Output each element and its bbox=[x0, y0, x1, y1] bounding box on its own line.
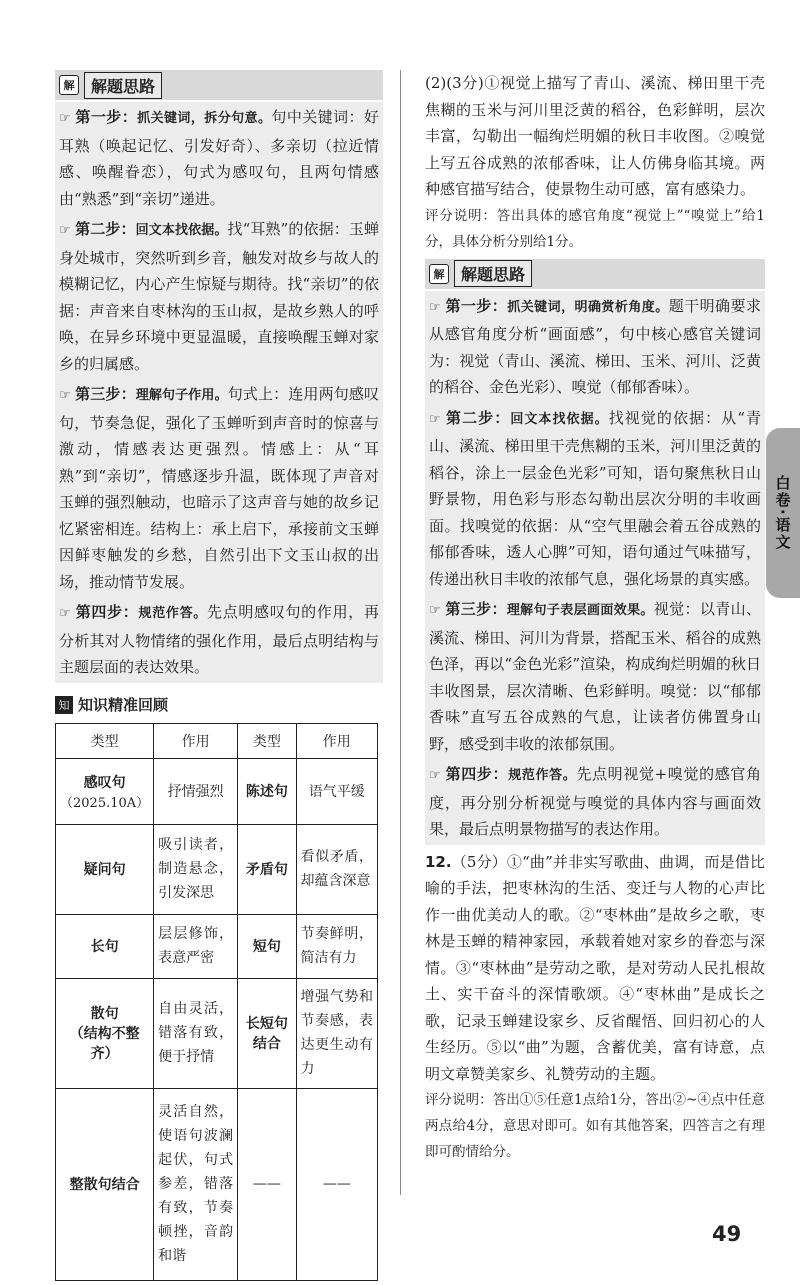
empty-cell: —— bbox=[296, 1088, 377, 1280]
step-label: 第二步： bbox=[445, 408, 511, 427]
hand-pointer-icon: ☞ bbox=[59, 606, 71, 621]
answer-q11-2: (2)(3分)①视觉上描写了青山、溪流、梯田里干壳焦糊的玉米与河川里泛黄的稻谷，色彩鲜明，层次丰富，勾勒出一幅绚烂明媚的秋日丰收图。②嗅觉上写五谷成熟的浓郁香味，让人仿佛身临其境。两种感官描写结合，使景物生动可感，富有感染力。 bbox=[425, 74, 765, 198]
step-1 bbox=[425, 291, 765, 403]
hand-pointer-icon: ☞ bbox=[429, 768, 441, 783]
sentence-type-table bbox=[55, 723, 378, 1281]
hand-pointer-icon: ☞ bbox=[429, 411, 441, 427]
effect-cell: 灵活自然，使语句波澜起伏，句式参差，错落有致，节奏顿挫，音韵和谐 bbox=[154, 1088, 238, 1280]
hand-pointer-icon: ☞ bbox=[59, 223, 71, 238]
step-2 bbox=[425, 403, 765, 595]
effect-cell: 增强气势和节奏感，表达更生动有力 bbox=[296, 978, 377, 1088]
effect-cell: 语气平缓 bbox=[296, 758, 377, 824]
type-cell: 整散句结合 bbox=[56, 1088, 154, 1280]
type-cell: 长短句结合 bbox=[238, 978, 296, 1088]
step-2 bbox=[55, 214, 383, 379]
table-row bbox=[56, 978, 378, 1088]
column-header: 类型 bbox=[238, 723, 296, 758]
step-3 bbox=[425, 594, 765, 759]
step-hint: 理解句子作用。 bbox=[135, 388, 228, 403]
column-header: 类型 bbox=[56, 723, 154, 758]
type-cell: 感叹句 （2025.10A） bbox=[56, 758, 154, 824]
step-label: 第一步： bbox=[75, 108, 138, 126]
step-hint: 回文本找依据。 bbox=[135, 223, 228, 238]
column-divider bbox=[400, 70, 401, 1195]
scoring-note: 评分说明：答出具体的感官角度“视觉上”“嗅觉上”给1分，具体分析分别给1分。 bbox=[425, 207, 765, 250]
step-hint: 抓关键词，拆分句意。 bbox=[137, 111, 272, 126]
type-cell: 短句 bbox=[238, 914, 296, 978]
table-row bbox=[56, 824, 378, 914]
type-cell: 长句 bbox=[56, 914, 154, 978]
knowledge-review-header bbox=[55, 693, 383, 717]
hand-pointer-icon: ☞ bbox=[429, 603, 441, 618]
table-row bbox=[56, 1088, 378, 1280]
step-4 bbox=[425, 759, 765, 845]
type-cell: 矛盾句 bbox=[238, 824, 296, 914]
step-hint: 规范作答。 bbox=[138, 606, 207, 621]
table-row bbox=[56, 758, 378, 824]
page-number: 49 bbox=[712, 1222, 742, 1246]
answer-text: （5分）①“曲”并非实写歌曲、曲调，而是借比喻的手法，把枣林沟的生活、变迁与人物的心声比作一曲优美动人的歌。②“枣林曲”是故乡之歌，枣林是玉蝉的精神家园，承载着她对家乡的眷恋与深情。③“枣林曲”是劳动之歌，是对劳动人民扎根故土、实干奋斗的深情歌颂。④“枣林曲”是成长之歌，记录玉蝉建设家乡、反省醒悟、回归初心的人生经历。⑤以“曲”为题，含蓄优美，富有诗意，点明文章赞美家乡、礼赞劳动的主题。 bbox=[425, 852, 765, 1083]
step-label: 第三步： bbox=[75, 385, 136, 403]
effect-cell: 看似矛盾，却蕴含深意 bbox=[296, 824, 377, 914]
type-cell: 陈述句 bbox=[238, 758, 296, 824]
effect-cell: 自由灵活，错落有致，便于抒情 bbox=[154, 978, 238, 1088]
book-icon: 知 bbox=[55, 696, 73, 714]
step-text: 句中关键词：好耳熟（唤起记忆、引发好奇）、多亲切（拉近情感、唤醒眷恋），句式为感叹句，且两句情感由“熟悉”到“亲切”递进。 bbox=[59, 108, 379, 208]
step-hint: 回文本找依据。 bbox=[510, 411, 609, 427]
step-label: 第二步： bbox=[75, 220, 136, 238]
type-cell: 散句 （结构不整齐） bbox=[56, 978, 154, 1088]
step-hint: 规范作答。 bbox=[508, 768, 577, 783]
step-label: 第三步： bbox=[445, 600, 507, 618]
effect-cell: 吸引读者，制造悬念，引发深思 bbox=[154, 824, 238, 914]
effect-cell: 节奏鲜明，简洁有力 bbox=[296, 914, 377, 978]
answer-q12 bbox=[425, 849, 765, 1088]
effect-cell: 抒情强烈 bbox=[154, 758, 238, 824]
step-label: 第四步： bbox=[445, 765, 509, 783]
question-number: 12. bbox=[425, 852, 452, 871]
pencil-note-icon: 解 bbox=[429, 264, 449, 284]
table-header-row bbox=[56, 723, 378, 758]
step-text: 先点明感叹句的作用，再分析其对人物情绪的强化作用，最后点明结构与主题层面的表达效果。 bbox=[59, 603, 379, 676]
step-text: 题干明确要求从感官角度分析“画面感”，句中核心感官关键词为：视觉（青山、溪流、梯田、玉米、河川、泛黄的稻谷、金色光彩）、嗅觉（郁郁香味）。 bbox=[429, 296, 761, 396]
step-3 bbox=[55, 379, 383, 597]
step-1 bbox=[55, 102, 383, 214]
column-header: 作用 bbox=[154, 723, 238, 758]
section-title: 解题思路 bbox=[454, 260, 532, 287]
left-column bbox=[55, 70, 383, 1281]
pencil-note-icon: 解 bbox=[59, 75, 79, 95]
subject-side-tab: 白卷·语文 bbox=[766, 428, 800, 598]
section-title: 解题思路 bbox=[84, 72, 162, 99]
empty-cell: —— bbox=[238, 1088, 296, 1280]
step-text: 视觉：以青山、溪流、梯田、河川为背景，搭配玉米、稻谷的成熟色泽，再以“金色光彩”渲染，构成绚烂明媚的秋日丰收图景，层次清晰、色彩鲜明。嗅觉：以“郁郁香味”直写五谷成熟的气息，让读者仿佛置身山野，感受到丰收的浓郁氛围。 bbox=[429, 600, 761, 753]
hand-pointer-icon: ☞ bbox=[429, 299, 441, 315]
step-text: 先点明视觉+嗅觉的感官角度，再分别分析视觉与嗅觉的具体内容与画面效果，最后点明景物描写的表达作用。 bbox=[429, 765, 761, 838]
step-label: 第四步： bbox=[75, 603, 139, 621]
solution-approach-header bbox=[425, 259, 765, 289]
step-hint: 理解句子表层画面效果。 bbox=[506, 603, 654, 618]
column-header: 作用 bbox=[296, 723, 377, 758]
type-cell: 疑问句 bbox=[56, 824, 154, 914]
step-text: 句式上：连用两句感叹句，节奏急促，强化了玉蝉听到声音时的惊喜与激动，情感表达更强烈。情感上：从“耳熟”到“亲切”，情感逐步升温，既体现了声音对玉蝉的强烈触动，也暗示了这声音与她的故乡记忆紧密相连。结构上：承上启下，承接前文玉蝉因鲜枣触发的乡愁，自然引出下文玉山叔的出场，推动情节发展。 bbox=[59, 385, 379, 591]
knowledge-review-title: 知识精准回顾 bbox=[78, 696, 169, 714]
solution-approach-header bbox=[55, 70, 383, 100]
scoring-note: 评分说明：答出①⑤任意1点给1分，答出②~④点中任意两点给4分，意思对即可。如有其他答案，四答言之有理即可酌情给分。 bbox=[425, 1092, 765, 1160]
step-4 bbox=[55, 597, 383, 683]
step-text: 找“耳熟”的依据：玉蝉身处城市，突然听到乡音，触发对故乡与故人的模糊记忆，内心产生惊疑与期待。找“亲切”的依据：声音来自枣林沟的玉山叔，是故乡熟人的呼唤，在异乡环境中更显温暖，直接唤醒玉蝉对家乡的归属感。 bbox=[59, 220, 379, 373]
effect-cell: 层层修饰，表意严密 bbox=[154, 914, 238, 978]
hand-pointer-icon: ☞ bbox=[59, 388, 71, 403]
step-label: 第一步： bbox=[445, 296, 508, 315]
step-text: 找视觉的依据：从“青山、溪流、梯田里干壳焦糊的玉米，河川里泛黄的稻谷，涂上一层金色光彩”可知，语句聚焦秋日山野景物，用色彩与形态勾勒出层次分明的丰收画面。找嗅觉的依据：从“空气里融会着五谷成熟的郁郁香味，透人心脾”可知，语句通过气味描写，传递出秋日丰收的浓郁气息，强化场景的真实感。 bbox=[429, 408, 761, 588]
hand-pointer-icon: ☞ bbox=[59, 111, 71, 126]
step-hint: 抓关键词，明确赏析角度。 bbox=[507, 299, 669, 315]
table-row bbox=[56, 914, 378, 978]
right-column bbox=[425, 70, 765, 1165]
